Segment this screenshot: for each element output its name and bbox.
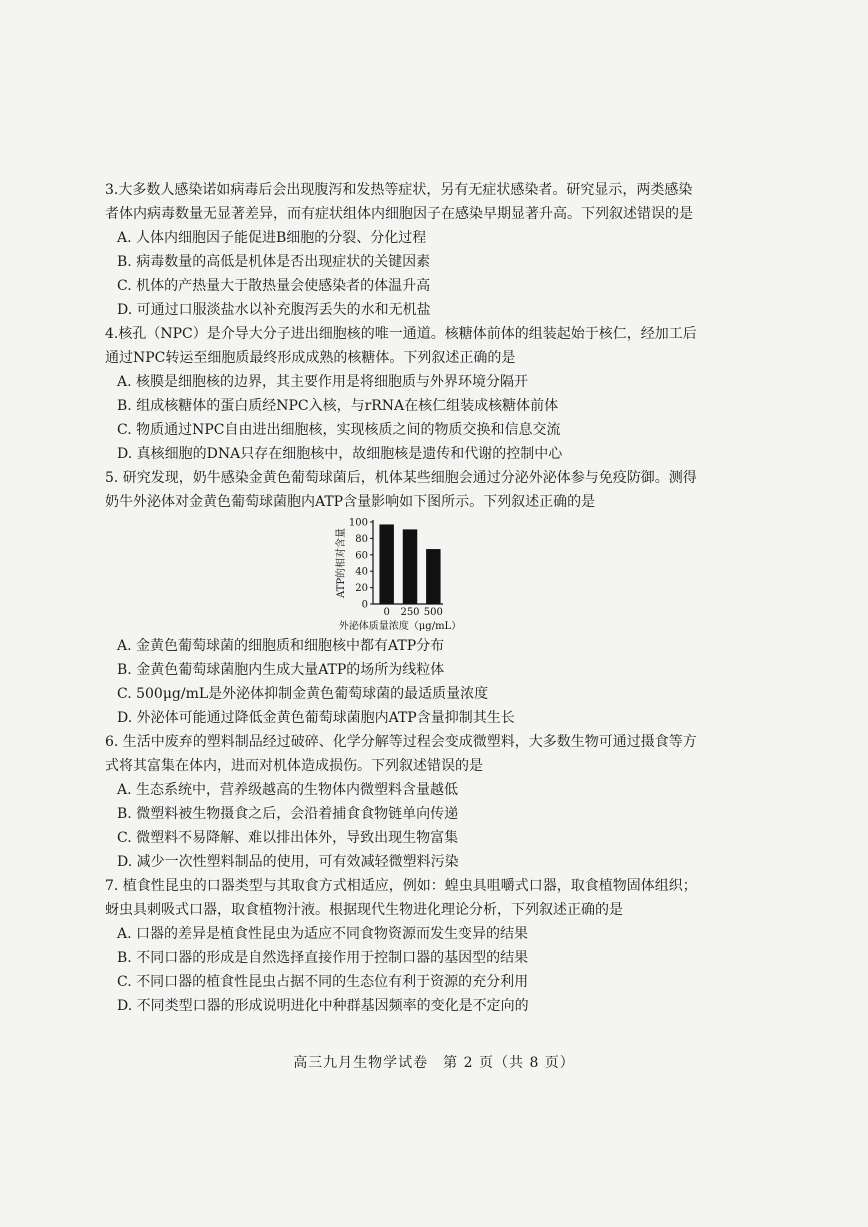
question-4-option-a: A. 核膜是细胞核的边界，其主要作用是将细胞质与外界环境分隔开 (117, 374, 529, 390)
y-tick-label: 60 (355, 550, 368, 562)
x-tick-label: 0 (383, 607, 390, 618)
question-5-option-b: B. 金黄色葡萄球菌胞内生成大量ATP的场所为线粒体 (117, 662, 445, 678)
question-3-option-c: C. 机体的产热量大于散热量会使感染者的体温升高 (117, 278, 431, 294)
question-6-option-d: D. 减少一次性塑料制品的使用，可有效减轻微塑料污染 (117, 854, 459, 870)
question-5-option-c: C. 500μg/mL是外泌体抑制金黄色葡萄球菌的最适质量浓度 (117, 686, 489, 702)
y-tick-label: 80 (355, 533, 368, 545)
question-4 (105, 322, 705, 466)
bar-250 (403, 529, 417, 604)
x-axis-label: 外泌体质量浓度（μg/mL） (338, 621, 462, 632)
question-6-option-c: C. 微塑料不易降解、难以排出体外，导致出现生物富集 (117, 830, 459, 846)
question-4-option-b: B. 组成核糖体的蛋白质经NPC入核，与rRNA在核仁组装成核糖体前体 (117, 398, 559, 414)
page-footer: 高三九月生物学试卷 第 2 页（共 8 页） (293, 1055, 575, 1071)
y-tick-label: 20 (355, 583, 368, 595)
question-5-stem: 5. 研究发现，奶牛感染金黄色葡萄球菌后，机体某些细胞会通过分泌外泌体参与免疫防御。测得奶牛外泌体对金黄色葡萄球菌胞内ATP含量影响如下图所示。下列叙述正确的是 (105, 470, 697, 510)
question-7-option-b: B. 不同口器的形成是自然选择直接作用于控制口器的基因型的结果 (117, 950, 529, 966)
x-tick-label: 500 (423, 607, 443, 618)
x-tick-label: 250 (400, 607, 420, 618)
question-3-stem: 3.大多数人感染诺如病毒后会出现腹泻和发热等症状，另有无症状感染者。研究显示，两类感染者体内病毒数量无显著差异，而有症状组体内细胞因子在感染早期显著升高。下列叙述错误的是 (105, 182, 693, 222)
bar-0 (379, 524, 393, 604)
question-6-option-b: B. 微塑料被生物摄食之后，会沿着捕食食物链单向传递 (117, 806, 459, 822)
atp-chart-container (105, 514, 705, 634)
y-tick-label: 40 (355, 566, 368, 578)
question-3-option-b: B. 病毒数量的高低是机体是否出现症状的关键因素 (117, 254, 431, 270)
y-tick-label: 0 (361, 599, 368, 611)
y-tick-label: 100 (348, 517, 368, 529)
bar-500 (426, 549, 440, 604)
question-7-option-c: C. 不同口器的植食性昆虫占据不同的生态位有利于资源的充分利用 (117, 974, 529, 990)
question-5-option-a: A. 金黄色葡萄球菌的细胞质和细胞核中都有ATP分布 (117, 638, 445, 654)
question-5-option-d: D. 外泌体可能通过降低金黄色葡萄球菌胞内ATP含量抑制其生长 (117, 710, 515, 726)
question-4-stem: 4.核孔（NPC）是介导大分子进出细胞核的唯一通道。核糖体前体的组装起始于核仁，经加工后通过NPC转运至细胞质最终形成成熟的核糖体。下列叙述正确的是 (105, 326, 697, 366)
question-6 (105, 730, 705, 874)
question-7-option-a: A. 口器的差异是植食性昆虫为适应不同食物资源而发生变异的结果 (117, 926, 529, 942)
question-4-option-c: C. 物质通过NPC自由进出细胞核，实现核质之间的物质交换和信息交流 (117, 422, 561, 438)
question-7-option-d: D. 不同类型口器的形成说明进化中种群基因频率的变化是不定向的 (117, 998, 529, 1014)
question-6-stem: 6. 生活中废弃的塑料制品经过破碎、化学分解等过程会变成微塑料，大多数生物可通过摄食等方式将其富集在体内，进而对机体造成损伤。下列叙述错误的是 (105, 734, 697, 774)
question-list (105, 178, 705, 1018)
question-3-option-a: A. 人体内细胞因子能促进B细胞的分裂、分化过程 (117, 230, 427, 246)
atp-bar-chart (331, 514, 481, 634)
question-6-option-a: A. 生态系统中，营养级越高的生物体内微塑料含量越低 (117, 782, 459, 798)
question-5 (105, 466, 705, 730)
question-3 (105, 178, 705, 322)
question-3-option-d: D. 可通过口服淡盐水以补充腹泻丢失的水和无机盐 (117, 302, 431, 318)
question-4-option-d: D. 真核细胞的DNA只存在细胞核中，故细胞核是遗传和代谢的控制中心 (117, 446, 563, 462)
question-7 (105, 874, 705, 1018)
question-7-stem: 7. 植食性昆虫的口器类型与其取食方式相适应，例如：蝗虫具咀嚼式口器，取食植物固体组织；蚜虫具刺吸式口器，取食植物汁液。根据现代生物进化理论分析，下列叙述正确的是 (105, 878, 697, 918)
y-axis-label: ATP的相对含量 (336, 527, 347, 599)
